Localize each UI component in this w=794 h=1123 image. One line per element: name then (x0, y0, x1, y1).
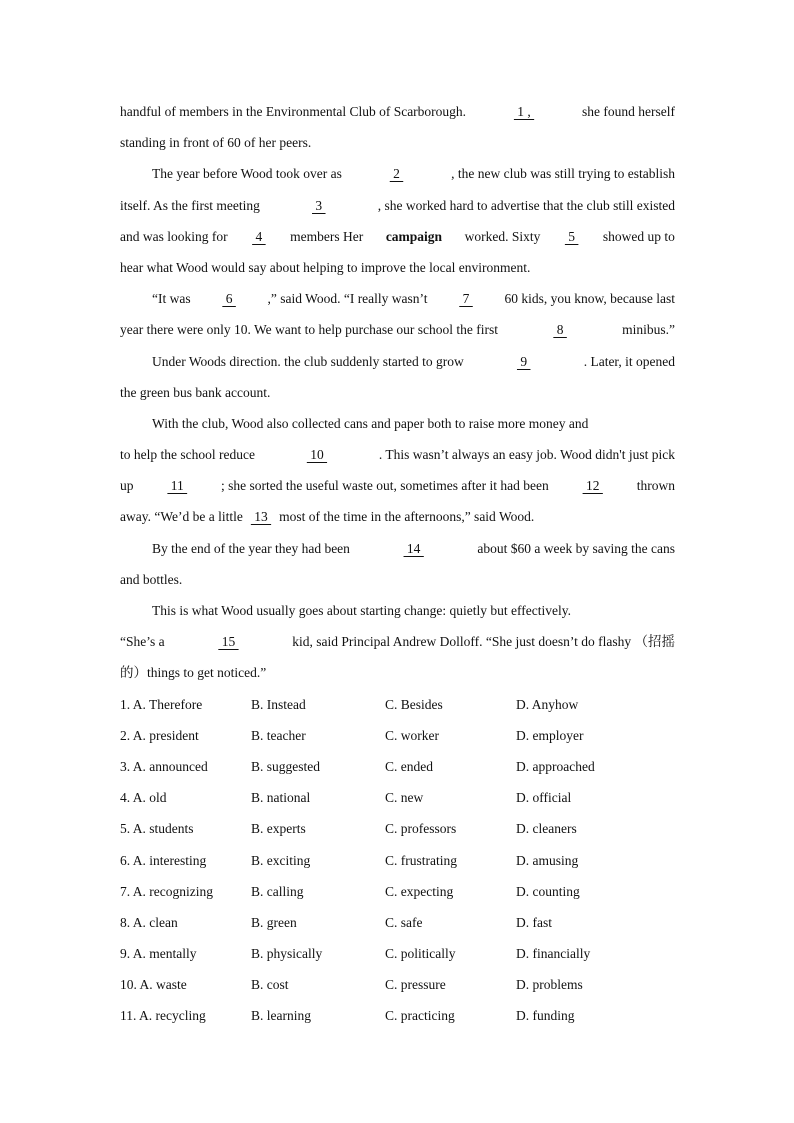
answer-blank: 9 (516, 353, 531, 369)
bold-word: campaign (385, 228, 443, 244)
cloze-passage (120, 96, 675, 689)
passage-text: “It was (152, 291, 191, 307)
passage-line (120, 252, 675, 283)
passage-text: and was looking for (120, 228, 228, 244)
passage-text: 60 kids, you know, because last (504, 291, 675, 307)
option-c: C. practicing (385, 1008, 455, 1024)
option-c: C. ended (385, 758, 433, 774)
passage-text: hear what Wood would say about helping to improve the local environment. (120, 259, 531, 275)
option-a: 9. A. mentally (120, 946, 197, 962)
answer-blank: 11 (167, 478, 188, 494)
passage-text: With the club, Wood also collected cans and paper both to raise more money and (152, 415, 589, 431)
answer-blank: 8 (553, 322, 567, 338)
passage-line (120, 190, 675, 221)
option-c: C. politically (385, 946, 456, 962)
option-c: C. worker (385, 727, 439, 743)
passage-text: The year before Wood took over as (152, 166, 342, 182)
option-d: D. funding (516, 1008, 575, 1024)
option-b: B. teacher (251, 727, 306, 743)
option-b: B. cost (251, 977, 289, 993)
passage-line (120, 127, 675, 158)
question-row (120, 689, 675, 720)
passage-text: and bottles. (120, 571, 183, 587)
passage-text: thrown (636, 478, 675, 494)
option-c: C. pressure (385, 977, 446, 993)
passage-text: , she worked hard to advertise that the club still existed (377, 197, 675, 213)
passage-text: itself. As the first meeting (120, 197, 260, 213)
passage-text: By the end of the year they had been (152, 540, 350, 556)
option-b: B. calling (251, 883, 304, 899)
option-b: B. experts (251, 821, 306, 837)
option-c: C. professors (385, 821, 457, 837)
answer-blank: 2 (389, 166, 404, 182)
passage-text: about $60 a week by saving the cans (477, 540, 675, 556)
passage-line (120, 626, 675, 657)
passage-text: handful of members in the Environmental Club of Scarborough. (120, 104, 467, 119)
option-a: 1. A. Therefore (120, 696, 203, 712)
passage-text: standing in front of 60 of her peers. (120, 135, 312, 151)
passage-line (120, 314, 675, 345)
option-b: B. suggested (251, 758, 320, 774)
option-c: C. Besides (385, 696, 443, 712)
answer-blank: 15 (218, 634, 239, 650)
option-a: 11. A. recycling (120, 1008, 206, 1024)
passage-text: This is what Wood usually goes about starting change: quietly but effectively. (152, 603, 571, 618)
question-row (120, 969, 675, 1000)
question-row (120, 876, 675, 907)
passage-line (120, 501, 675, 532)
passage-text: ,” said Wood. “I really wasn’t (267, 291, 428, 307)
passage-line (120, 221, 675, 252)
passage-line (120, 346, 675, 377)
option-d: D. employer (516, 727, 584, 743)
option-a: 3. A. announced (120, 758, 208, 774)
passage-line (120, 533, 675, 564)
option-a: 4. A. old (120, 790, 167, 806)
option-a: 5. A. students (120, 821, 194, 837)
option-a: 10. A. waste (120, 977, 187, 993)
answer-blank: 14 (403, 540, 424, 556)
passage-text: 的）things to get noticed.” (120, 665, 267, 681)
option-d: D. counting (516, 883, 580, 899)
passage-line (120, 408, 675, 439)
answer-blank: 12 (582, 478, 603, 494)
option-c: C. frustrating (385, 852, 457, 868)
option-a: 7. A. recognizing (120, 883, 213, 899)
option-d: D. Anyhow (516, 696, 579, 712)
question-row (120, 813, 675, 844)
passage-text: minibus.” (622, 322, 675, 338)
answer-blank: 4 (252, 228, 266, 244)
option-a: 6. A. interesting (120, 852, 207, 868)
passage-text: up (120, 478, 134, 494)
option-d: D. approached (516, 758, 595, 774)
passage-line (120, 470, 675, 501)
question-row (120, 1000, 675, 1031)
passage-line (120, 96, 675, 127)
passage-line (120, 439, 675, 470)
option-b: B. physically (251, 946, 323, 962)
answer-blank: 5 (564, 228, 579, 244)
passage-text: Under Woods direction. the club suddenly started to grow (152, 353, 464, 369)
passage-line (120, 595, 675, 626)
answer-blank: 13 (250, 509, 272, 525)
answer-blank: 3 (312, 197, 326, 213)
option-d: D. official (516, 790, 572, 806)
document-page (120, 96, 675, 1032)
passage-text: members Her (290, 228, 364, 244)
option-d: D. problems (516, 977, 583, 993)
question-row (120, 845, 675, 876)
option-d: D. amusing (516, 852, 579, 868)
passage-text: to help the school reduce (120, 447, 255, 463)
answer-blank: 1 , (513, 104, 535, 119)
option-a: 8. A. clean (120, 914, 178, 930)
passage-text: she found herself (582, 104, 675, 119)
passage-text: year there were only 10. We want to help purchase our school the first (120, 322, 499, 338)
passage-text: showed up to (602, 228, 675, 244)
option-d: D. fast (516, 914, 552, 930)
question-list (120, 689, 675, 1032)
option-b: B. national (251, 790, 311, 806)
option-b: B. exciting (251, 852, 311, 868)
passage-text: away. “We’d be a little (120, 509, 243, 525)
answer-blank: 10 (306, 447, 328, 463)
passage-text: worked. Sixty (464, 228, 541, 244)
option-b: B. green (251, 914, 297, 930)
passage-text: ; she sorted the useful waste out, sometimes after it had been (221, 478, 549, 494)
passage-line (120, 158, 675, 189)
option-c: C. new (385, 790, 424, 806)
answer-blank: 6 (222, 291, 236, 307)
question-row (120, 782, 675, 813)
passage-line (120, 564, 675, 595)
question-row (120, 938, 675, 969)
question-row (120, 720, 675, 751)
passage-text: the green bus bank account. (120, 384, 271, 400)
passage-line (120, 283, 675, 314)
passage-line (120, 657, 675, 688)
passage-line (120, 377, 675, 408)
option-a: 2. A. president (120, 727, 199, 743)
question-row (120, 751, 675, 782)
question-row (120, 907, 675, 938)
option-c: C. safe (385, 914, 423, 930)
passage-text: . This wasn’t always an easy job. Wood didn't just pick (378, 447, 675, 463)
option-b: B. Instead (251, 696, 306, 712)
passage-text: “She’s a (120, 634, 165, 650)
answer-blank: 7 (459, 291, 473, 307)
passage-text: . Later, it opened (583, 353, 675, 369)
option-d: D. financially (516, 946, 591, 962)
passage-text: most of the time in the afternoons,” said Wood. (279, 509, 535, 525)
option-d: D. cleaners (516, 821, 577, 837)
option-c: C. expecting (385, 883, 454, 899)
passage-text: kid, said Principal Andrew Dolloff. “She just doesn’t do flashy （招摇 (292, 634, 675, 650)
passage-text: , the new club was still trying to establish (451, 166, 675, 182)
option-b: B. learning (251, 1008, 311, 1024)
